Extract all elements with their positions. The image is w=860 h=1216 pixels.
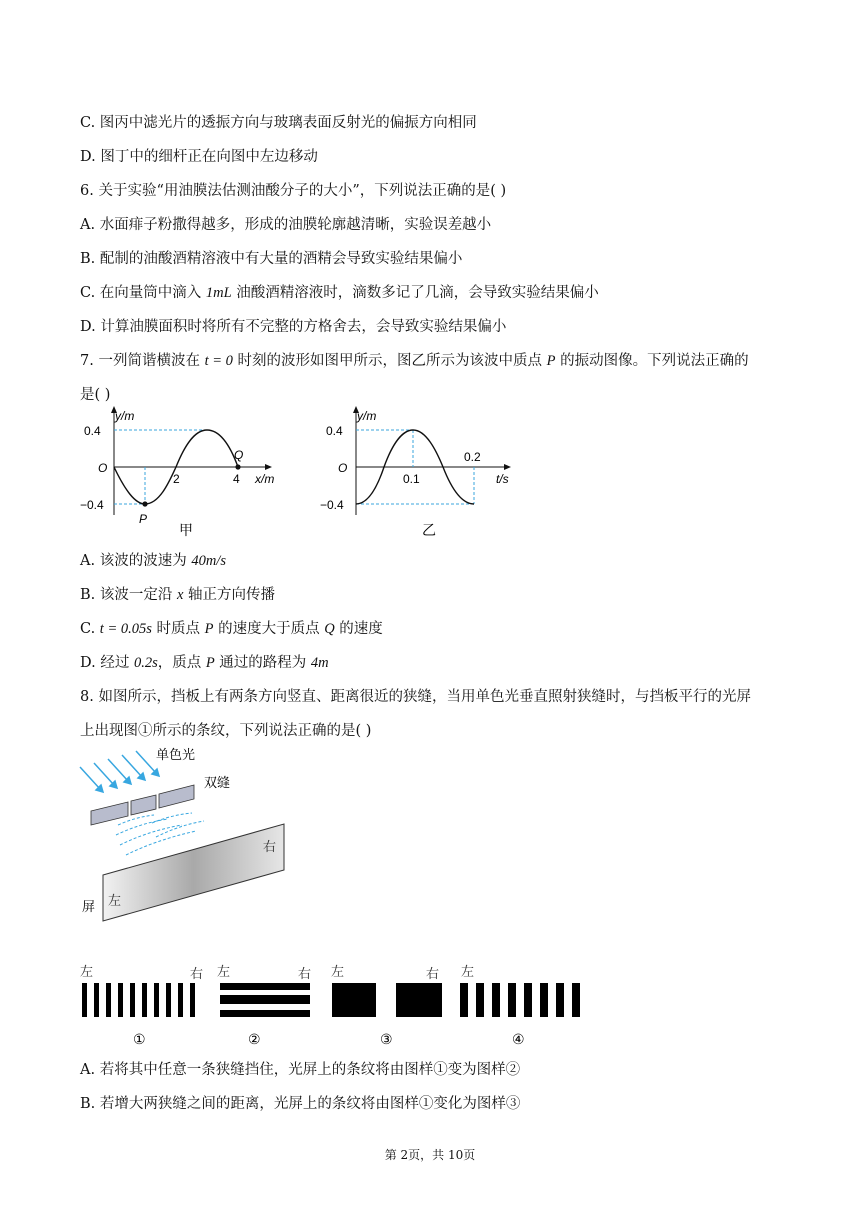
yi-t-tick-2: 0.2 (464, 450, 481, 464)
jia-caption: 甲 (179, 522, 193, 538)
pattern2-left: 左 (217, 965, 231, 980)
jia-y-top-tick: 0.4 (84, 424, 101, 438)
jia-point-p: P (139, 512, 148, 526)
yi-t-label: t/s (496, 472, 509, 486)
slit-plate (91, 785, 194, 825)
pattern3-left: 左 (331, 965, 345, 980)
jia-x-tick-4: 4 (233, 472, 240, 486)
pattern-label-4: ④ (512, 1032, 525, 1048)
q8-stem-line2: 上出现图①所示的条纹，下列说法正确的是( ) (80, 723, 372, 739)
page-footer: 第 2页，共 10页 (384, 1148, 476, 1162)
yi-y-bottom-tick: −0.4 (320, 498, 344, 512)
q5-option-d: D. 图丁中的细杆正在向图中左边移动 (80, 149, 318, 165)
yi-origin: O (338, 461, 348, 475)
q6-option-a: A. 水面痱子粉撒得越多，形成的油膜轮廓越清晰，实验误差越小 (80, 217, 492, 233)
pattern4-left: 左 (461, 965, 475, 980)
jia-x-label: x/m (255, 472, 275, 486)
pattern-label-1: ① (133, 1032, 146, 1048)
jia-y-label: y/m (115, 409, 135, 423)
q7-option-c: C. t = 0.05s 时质点 P 的速度大于质点 Q 的速度 (80, 621, 383, 637)
wave-graph-jia (80, 405, 290, 540)
yi-t-tick-1: 0.1 (403, 472, 420, 486)
screen-right-label: 右 (263, 840, 277, 855)
q7-option-d: D. 经过 0.2s，质点 P 通过的路程为 4m (80, 655, 329, 671)
yi-caption: 乙 (422, 522, 436, 538)
q7-stem: 7. 一列简谐横波在 t = 0 时刻的波形如图甲所示，图乙所示为该波中质点 P 的振动图像。下列说法正确的 (80, 353, 749, 369)
pattern-2 (220, 983, 310, 1017)
light-label: 单色光 (156, 748, 196, 763)
q7-stem-line2: 是( ) (80, 387, 111, 403)
pattern-label-2: ② (248, 1032, 261, 1048)
pattern-label-3: ③ (380, 1032, 393, 1048)
q8-stem: 8. 如图所示，挡板上有两条方向竖直、距离很近的狭缝，当用单色光垂直照射狭缝时，与挡板平行的光屏 (80, 689, 751, 705)
jia-y-bottom-tick: −0.4 (80, 498, 104, 512)
q6-stem: 6. 关于实验“用油膜法估测油酸分子的大小”，下列说法正确的是( ) (80, 183, 507, 199)
q7-option-b: B. 该波一定沿 x 轴正方向传播 (80, 587, 276, 603)
q6-option-d: D. 计算油膜面积时将所有不完整的方格舍去，会导致实验结果偏小 (80, 319, 507, 335)
jia-x-tick-2: 2 (173, 472, 180, 486)
q8-option-a: A. 若将其中任意一条狭缝挡住，光屏上的条纹将由图样①变为图样② (80, 1062, 521, 1078)
jia-point-q: Q (234, 448, 244, 462)
screen-label: 屏 (82, 900, 96, 915)
q5-option-c: C. 图丙中滤光片的透振方向与玻璃表面反射光的偏振方向相同 (80, 115, 477, 131)
jia-origin: O (98, 461, 108, 475)
light-screen (103, 824, 284, 921)
pattern1-left: 左 (80, 965, 94, 980)
slits-label: 双缝 (204, 776, 231, 791)
double-slit-setup (76, 745, 296, 925)
pattern-4 (460, 983, 580, 1017)
yi-y-top-tick: 0.4 (326, 424, 343, 438)
q6-option-c: C. 在向量筒中滴入 1mL 油酸酒精溶液时，滴数多记了几滴，会导致实验结果偏小 (80, 285, 599, 301)
q6-option-b: B. 配制的油酸酒精溶液中有大量的酒精会导致实验结果偏小 (80, 251, 463, 267)
q8-option-b: B. 若增大两狭缝之间的距离，光屏上的条纹将由图样①变化为图样③ (80, 1096, 521, 1112)
pattern-1 (82, 983, 195, 1017)
yi-y-label: y/m (357, 409, 377, 423)
light-arrows (80, 751, 159, 792)
screen-left-label: 左 (108, 894, 122, 909)
pattern-3 (332, 983, 442, 1017)
fringe-patterns (76, 960, 596, 1050)
pattern1-right: 右 (190, 967, 204, 982)
pattern3-right: 右 (426, 967, 440, 982)
vibration-graph-yi (316, 405, 521, 540)
q7-option-a: A. 该波的波速为 40m/s (80, 553, 226, 569)
pattern2-right: 右 (298, 967, 312, 982)
